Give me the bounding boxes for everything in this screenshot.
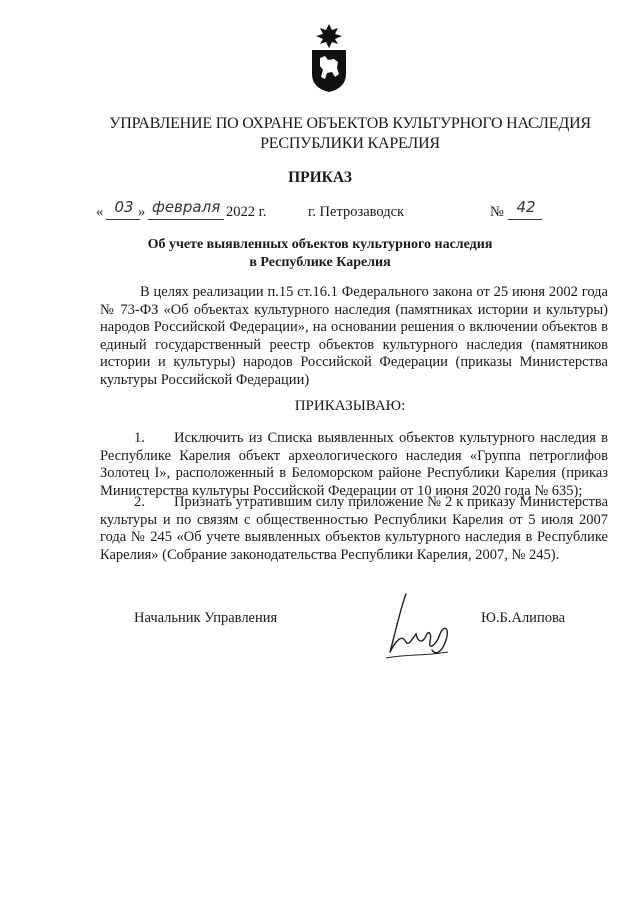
subject-line-2: в Республике Карелия: [249, 255, 391, 270]
date-quote-close: »: [138, 204, 146, 220]
handwritten-signature: [366, 590, 456, 662]
date-year: 2022 г.: [226, 204, 267, 220]
item-text: Исключить из Списка выявленных объектов культурного наследия в Республике Карелия объект археологического наследия «Группа петроглифов Золотец I», расположенный в Беломорском районе Республики Карелия (приказ Министерства культуры Российской Федерации от 10 июня 2020 года № 635);: [100, 430, 608, 499]
number-label: №: [490, 204, 504, 220]
city: г. Петрозаводск: [308, 204, 405, 220]
signatory-name: Ю.Б.Алипова: [481, 610, 566, 626]
signatory-position: Начальник Управления: [134, 610, 278, 626]
day-underline: [106, 219, 140, 220]
dateline: [0, 200, 640, 226]
order-item: [100, 494, 608, 564]
date-day: 03: [114, 198, 134, 216]
subject-line-1: Об учете выявленных объектов культурного наследия: [147, 237, 493, 252]
organization-line-2: РЕСПУБЛИКИ КАРЕЛИЯ: [260, 135, 440, 152]
document-number: 42: [516, 198, 536, 216]
date-quote-open: «: [96, 204, 104, 220]
document-type: ПРИКАЗ: [288, 169, 352, 186]
number-underline: [508, 219, 542, 220]
organization-line-1: УПРАВЛЕНИЕ ПО ОХРАНЕ ОБЪЕКТОВ КУЛЬТУРНОГО НАСЛЕДИЯ: [109, 115, 591, 132]
document-subject: [0, 236, 640, 272]
order-heading: ПРИКАЗЫВАЮ:: [294, 398, 406, 414]
date-month: февраля: [152, 198, 221, 216]
item-marker: 2.: [134, 494, 145, 510]
karelia-coat-of-arms-icon: [308, 22, 350, 94]
item-text: Признать утратившим силу приложение № 2 к приказу Министерства культуры и по связям с общественностью Республики Карелия от 5 июля 2007 года № 245 «Об учете выявленных объектов культурного наследия в Республике Карелия» (Собрание законодательства Республики Карелия, 2007, № 245).: [100, 494, 608, 563]
item-marker: 1.: [134, 430, 145, 446]
organization-name: [60, 114, 640, 154]
order-item: [100, 430, 608, 500]
month-underline: [148, 219, 224, 220]
preamble-paragraph: В целях реализации п.15 ст.16.1 Федерального закона от 25 июня 2002 года № 73-ФЗ «Об объектах культурного наследия (памятниках истории и культуры) народов Российской Федерации», на основании решения о включении объектов в единый государственный реестр объектов культурного наследия (памятников истории и культуры) народов Российской Федерации (приказы Министерства культуры Российской Федерации): [100, 284, 608, 388]
